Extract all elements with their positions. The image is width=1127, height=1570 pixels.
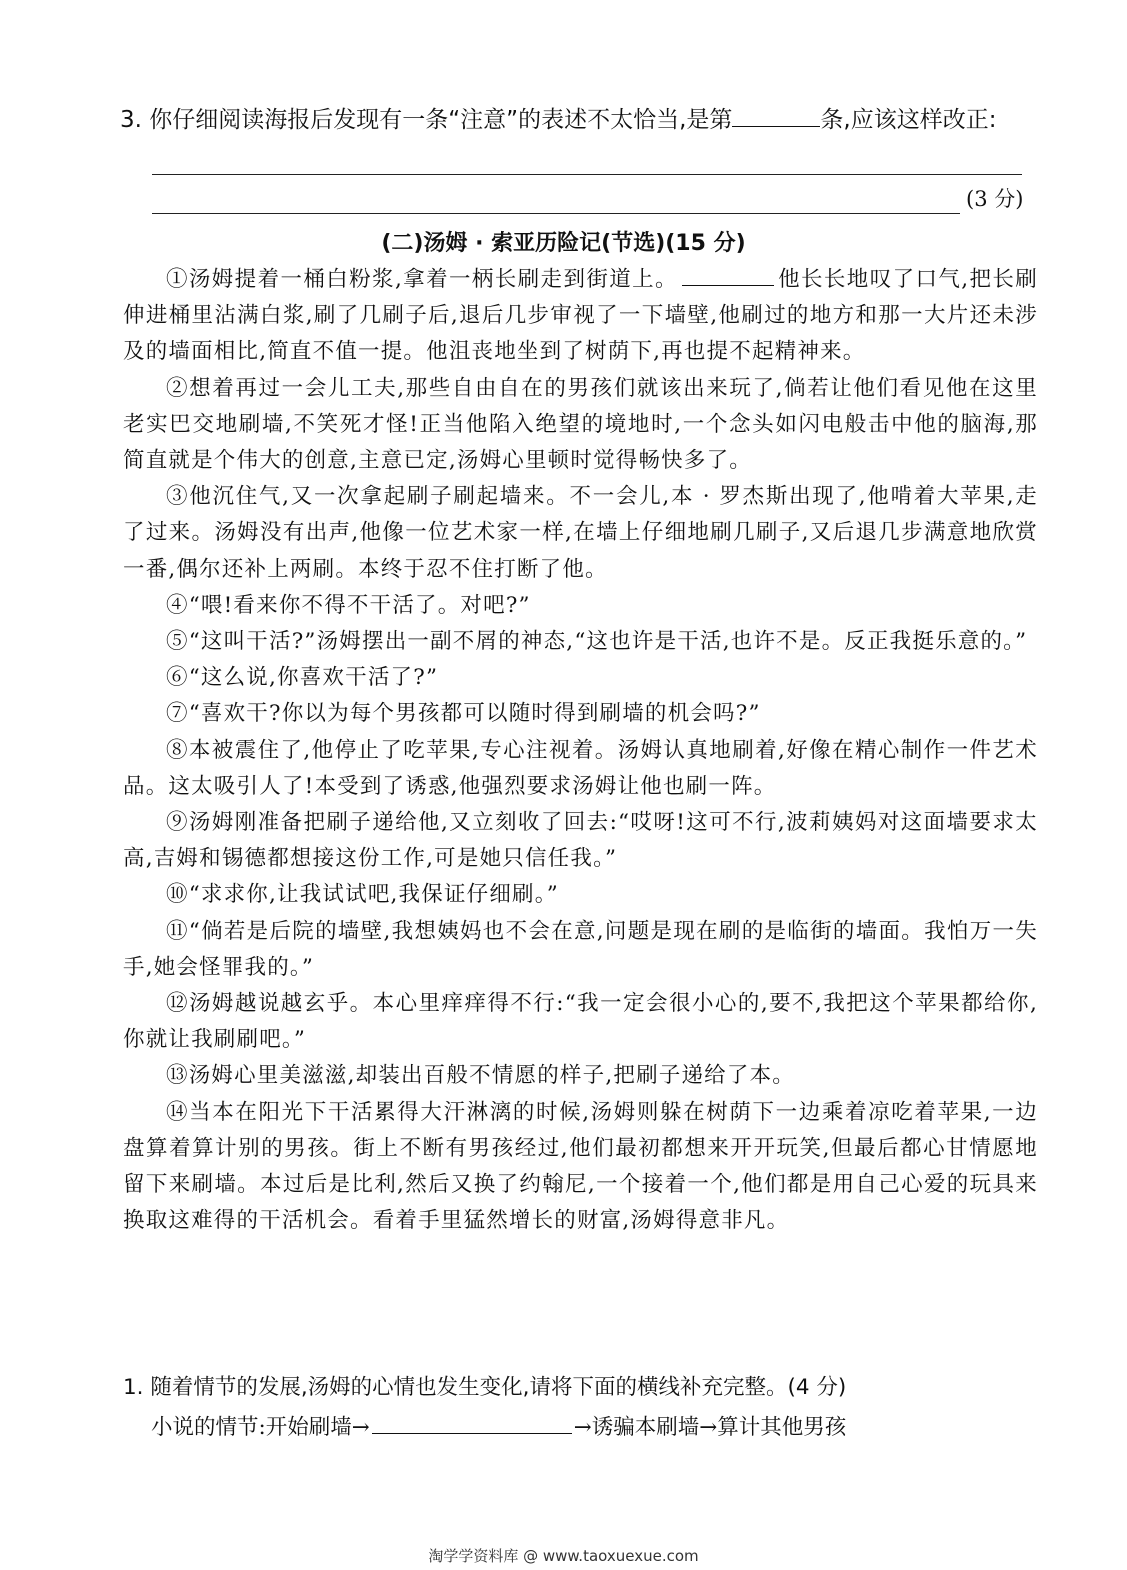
paragraph-3: ③他沉住气,又一次拿起刷子刷起墙来。不一会儿,本 · 罗杰斯出现了,他啃着大苹果,走了过来。汤姆没有出声,他像一位艺术家一样,在墙上仔细地刷几刷子,又后退几步满意地欣赏一番,偶尔还补上两刷。本终于忍不住打断了他。	[123, 484, 1038, 582]
answer-line-1[interactable]	[152, 174, 1022, 175]
paragraph-1-start: ①汤姆提着一桶白粉浆,拿着一柄长刷走到街道上。	[166, 267, 678, 292]
paragraph-2: ②想着再过一会儿工夫,那些自由自在的男孩们就该出来玩了,倘若让他们看见他在这里老实巴交地刷墙,不笑死才怪!正当他陷入绝望的境地时,一个念头如闪电般击中他的脑海,那简直就是个伟大的创意,主意已定,汤姆心里顿时觉得畅快多了。	[123, 375, 1038, 474]
paragraph-1-end: 他长长地叹了口气,把长刷伸进桶里沾满白浆,刷了几刷子后,退后几步审视了一下墙壁,他刷过的地方和那一大片还未涉及的墙面相比,简直不值一提。他沮丧地坐到了树荫下,再也提不起精神来。	[123, 267, 1038, 365]
paragraph-11: ⑪“倘若是后院的墙壁,我想姨妈也不会在意,问题是现在刷的是临街的墙面。我怕万一失手,她会怪罪我的。”	[123, 918, 1038, 980]
plot-label: 小说的情节:开始刷墙→	[151, 1415, 370, 1440]
reading-passage	[123, 262, 1038, 1239]
question-3-score: (3 分)	[966, 187, 1024, 211]
question-3-blank[interactable]	[732, 104, 820, 127]
paragraph-5: ⑤“这叫干活?”汤姆摆出一副不屑的神态,“这也许是干活,也许不是。反正我挺乐意的。”	[166, 629, 1028, 655]
question-1: 1. 随着情节的发展,汤姆的心情也发生变化,请将下面的横线补充完整。(4 分)	[123, 1375, 847, 1400]
question-3	[120, 103, 1050, 137]
paragraph-6: ⑥“这么说,你喜欢干活了?”	[166, 665, 439, 691]
plot-rest: →诱骗本刷墙→算计其他男孩	[573, 1415, 847, 1440]
answer-line-2[interactable]	[152, 213, 960, 214]
paragraph-9: ⑨汤姆刚准备把刷子递给他,又立刻收了回去:“哎呀!这可不行,波莉姨妈对这面墙要求太高,吉姆和锡德都想接这份工作,可是她只信任我。”	[123, 810, 1038, 872]
paragraph-4: ④“喂!看来你不得不干活了。对吧?”	[166, 592, 531, 618]
section-title: (二)汤姆 · 索亚历险记(节选)(15 分)	[381, 231, 746, 256]
paragraph-14: ⑭当本在阳光下干活累得大汗淋漓的时候,汤姆则躲在树荫下一边乘着凉吃着苹果,一边盘算着算计别的男孩。街上不断有男孩经过,他们最初都想来开开玩笑,但最后都心甘情愿地留下来刷墙。本过后是比利,然后又换了约翰尼,一个接着一个,他们都是用自己心爱的玩具来换取这难得的干活机会。看着手里猛然增长的财富,汤姆得意非凡。	[123, 1099, 1038, 1234]
paragraph-8: ⑧本被震住了,他停止了吃苹果,专心注视着。汤姆认真地刷着,好像在精心制作一件艺术品。这太吸引人了!本受到了诱惑,他强烈要求汤姆让他也刷一阵。	[123, 737, 1038, 799]
paragraph-10: ⑩“求求你,让我试试吧,我保证仔细刷。”	[166, 882, 559, 908]
plot-blank[interactable]	[372, 1413, 572, 1434]
question-3-text-after: 条,应该这样改正:	[820, 107, 997, 133]
paragraph-13: ⑬汤姆心里美滋滋,却装出百般不情愿的样子,把刷子递给了本。	[166, 1063, 795, 1089]
watermark: 淘学学资料库 @ www.taoxuexue.com	[428, 1547, 699, 1565]
paragraph-1-blank[interactable]	[682, 263, 774, 286]
question-3-text: 你仔细阅读海报后发现有一条“注意”的表述不太恰当,是第	[149, 107, 733, 133]
paragraph-1	[123, 262, 1038, 371]
plot-sequence	[123, 1410, 1038, 1446]
paragraph-12: ⑫汤姆越说越玄乎。本心里痒痒得不行:“我一定会很小心的,要不,我把这个苹果都给你,你就让我刷刷吧。”	[123, 991, 1038, 1053]
question-3-number: 3.	[120, 107, 142, 133]
paragraph-7: ⑦“喜欢干?你以为每个男孩都可以随时得到刷墙的机会吗?”	[166, 701, 761, 727]
questions-block	[123, 1370, 1038, 1446]
